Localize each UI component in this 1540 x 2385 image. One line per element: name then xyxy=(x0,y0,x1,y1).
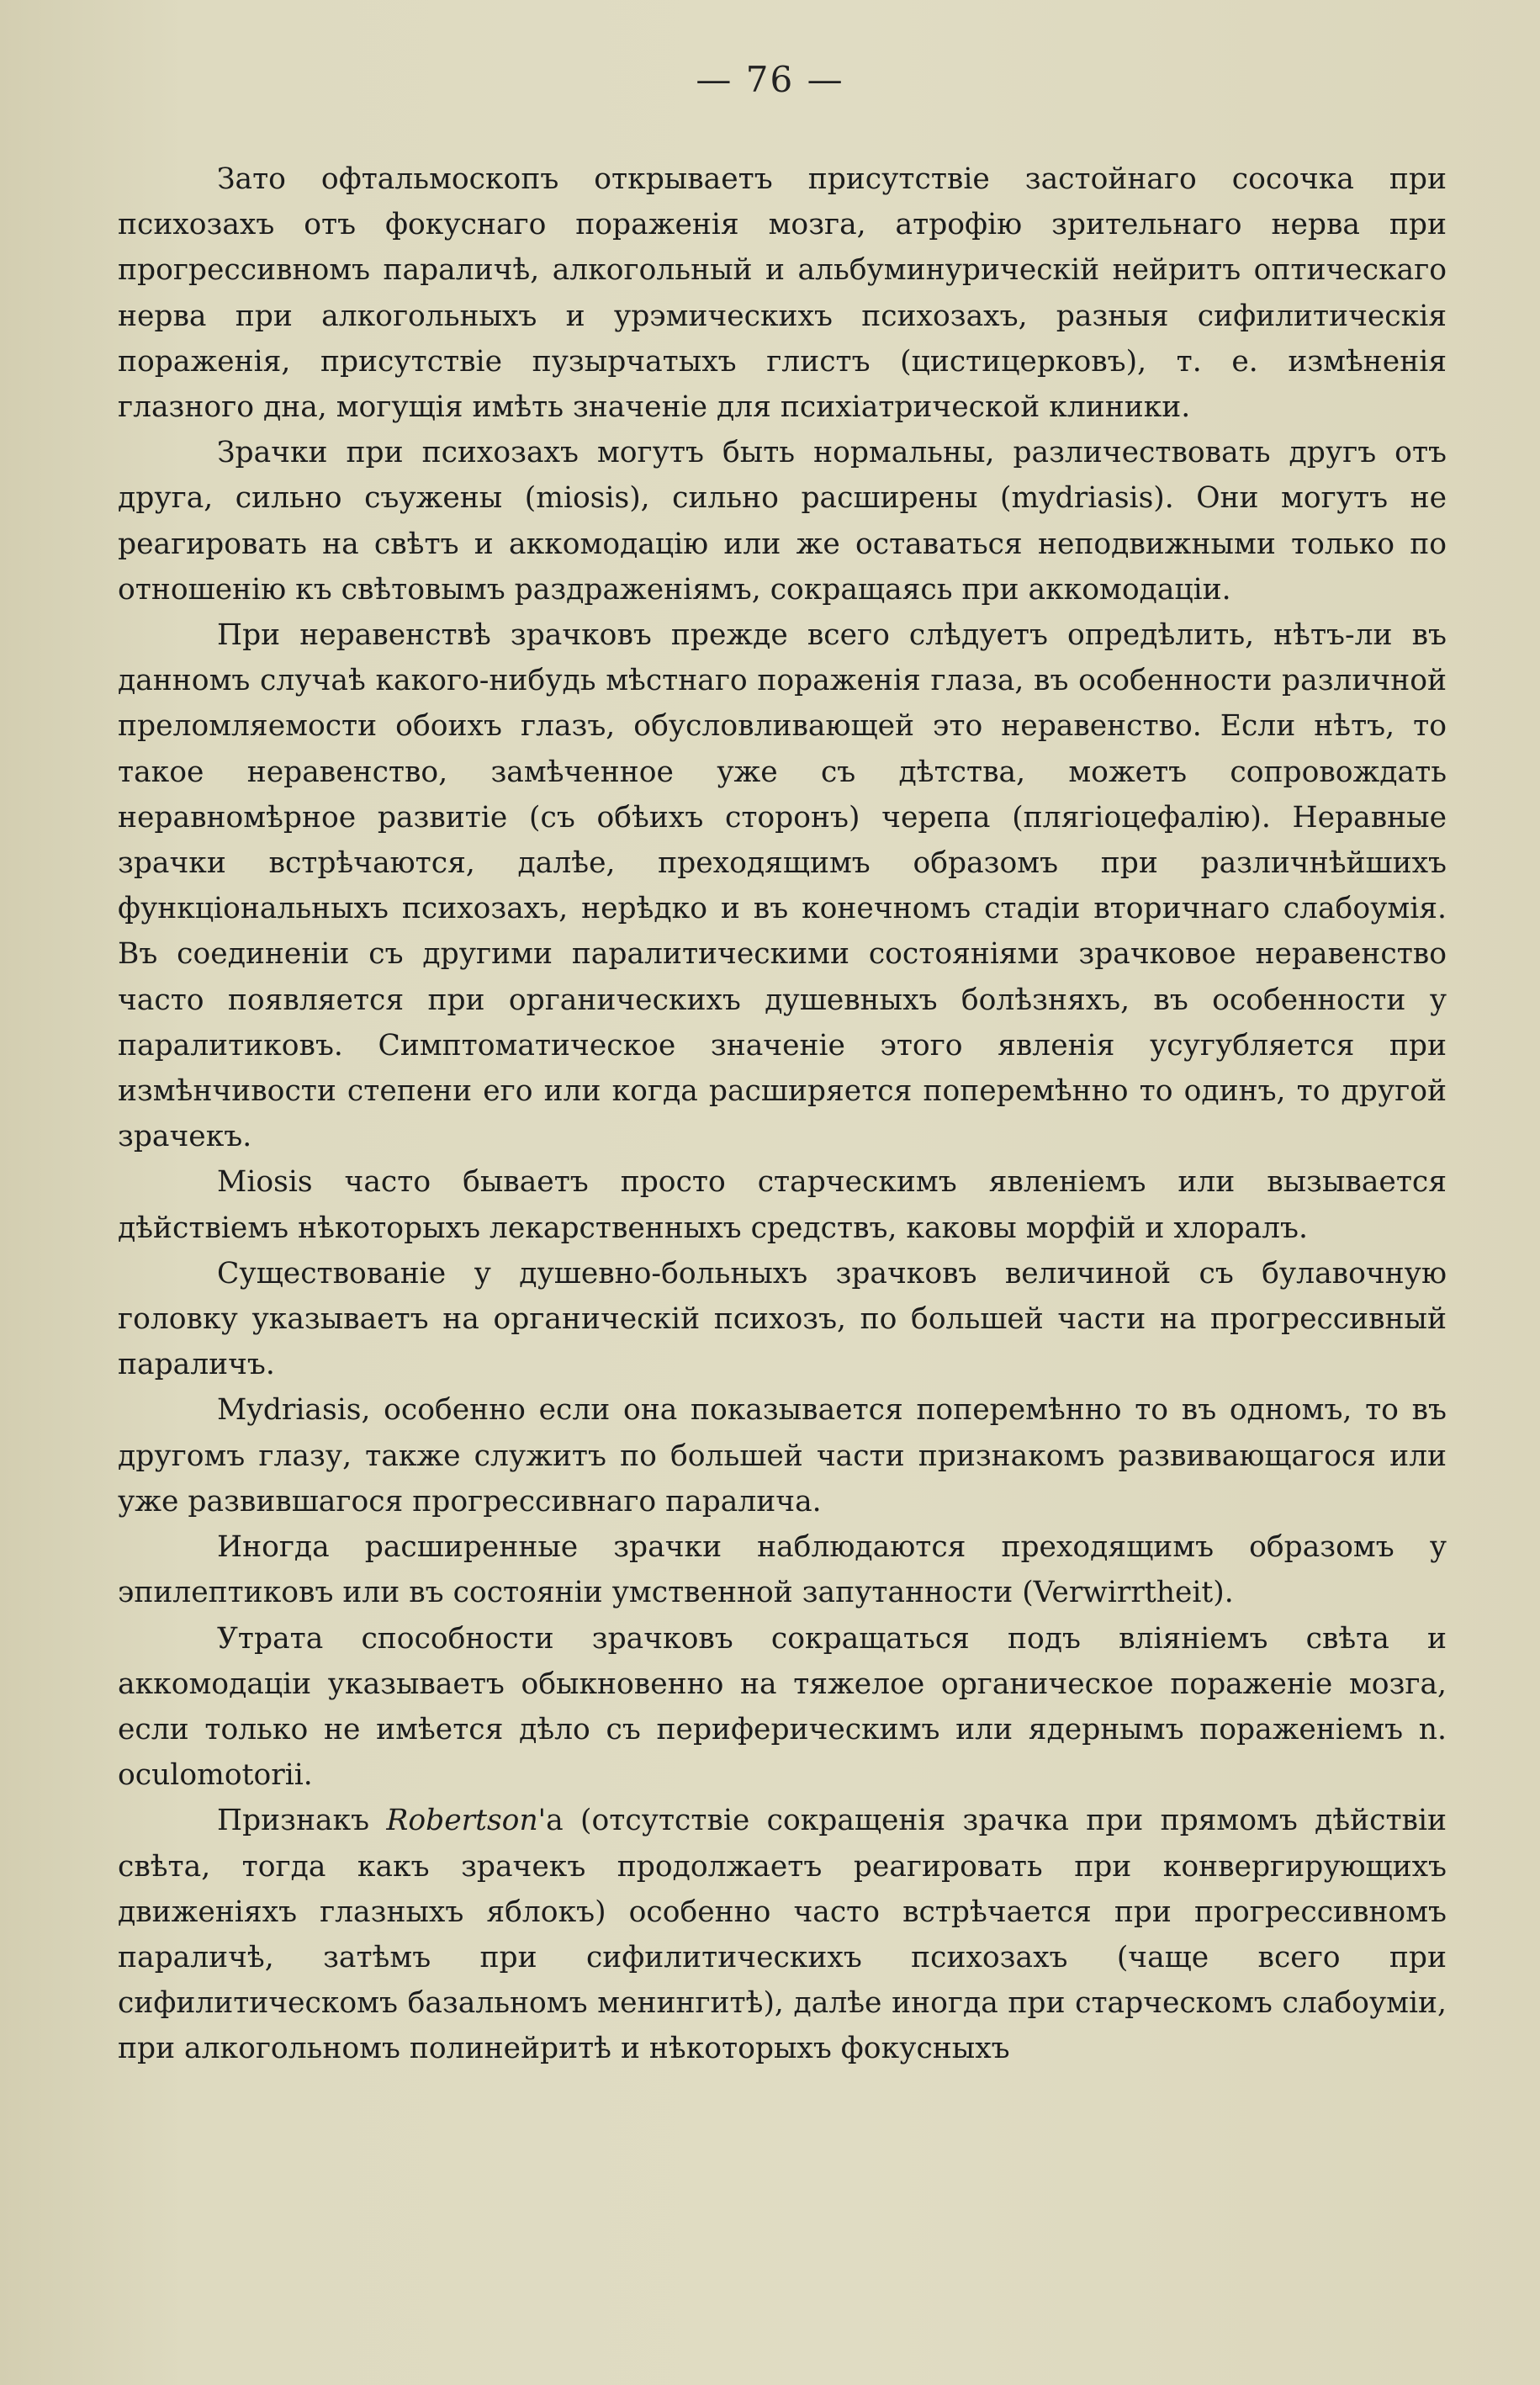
robertson-prefix: Признакъ xyxy=(217,1804,387,1838)
paragraph-dilated-pupils: Иногда расширенные зрачки наблюдаются преходящимъ образомъ у эпилептиковъ или въ состояніи умственной запутанности (Verwirrtheit). xyxy=(118,1530,1447,1610)
page-text xyxy=(118,156,1447,2072)
paragraph-robertson-sign xyxy=(118,1798,1447,2071)
paragraph-loss-of-reaction: Утрата способности зрачковъ сокращаться подъ вліяніемъ свѣта и аккомодаціи указываетъ обыкновенно на тяжелое органическое пораженіе мозга, если только не имѣется дѣло съ периферическимъ или ядернымъ пораженіемъ n. oculomotorii. xyxy=(118,1621,1447,1793)
robertson-name: Robertson' xyxy=(386,1804,547,1838)
paragraph-pinhead-pupils: Существованіе у душевно-больныхъ зрачковъ величиной съ булавочную головку указываетъ на органическій психозъ, по большей части на прогрессивный параличъ. xyxy=(118,1256,1447,1382)
paragraph-mydriasis: Mydriasis, особенно если она показывается поперемѣнно то въ одномъ, то въ другомъ глазу, также служитъ по большей части признакомъ развивающагося или уже развившагося прогрессивнаго паралича. xyxy=(118,1393,1447,1518)
paragraph-miosis: Miosis часто бываетъ просто старческимъ явленіемъ или вызывается дѣйствіемъ нѣкоторыхъ лекарственныхъ средствъ, каковы морфій и хлоралъ. xyxy=(118,1165,1447,1245)
paragraph-pupil-inequality: При неравенствѣ зрачковъ прежде всего слѣдуетъ опредѣлить, нѣтъ-ли въ данномъ случаѣ какого-нибудь мѣстнаго пораженія глаза, въ особенности различной преломляемости обоихъ глазъ, обусловливающей это неравенство. Если нѣтъ, то такое неравенство, замѣченное уже съ дѣтства, можетъ сопровождать неравномѣрное развитіе (съ обѣихъ сторонъ) черепа (плягіоцефалію). Неравные зрачки встрѣчаются, далѣе, преходящимъ образомъ при различнѣйшихъ функціональныхъ психозахъ, нерѣдко и въ конечномъ стадіи вторичнаго слабоумія. Въ соединеніи съ другими паралитическими состояніями зрачковое неравенство часто появляется при органическихъ душевныхъ болѣзняхъ, въ особенности у паралитиковъ. Симптоматическое значеніе этого явленія усугубляется при измѣнчивости степени его или когда расширяется поперемѣнно то одинъ, то другой зрачекъ. xyxy=(118,618,1447,1154)
paragraph-ophthalmoscope: Зато офтальмоскопъ открываетъ присутствіе застойнаго сосочка при психозахъ отъ фокуснаго пораженія мозга, атрофію зрительнаго нерва при прогрессивномъ параличѣ, алкогольный и альбуминурическій нейритъ оптическаго нерва при алкогольныхъ и урэмическихъ психозахъ, разныя сифилитическія пораженія, присутствіе пузырчатыхъ глистъ (цистицерковъ), т. е. измѣненія глазного дна, могущія имѣть значеніе для психіатрической клиники. xyxy=(118,162,1447,425)
robertson-rest: а (отсутствіе сокращенія зрачка при прямомъ дѣйствіи свѣта, тогда какъ зрачекъ продолжаетъ реагировать при конвергирующихъ движеніяхъ глазныхъ яблокъ) особенно часто встрѣчается при прогрессивномъ параличѣ, затѣмъ при сифилитическихъ психозахъ (чаще всего при сифилитическомъ базальномъ менингитѣ), далѣе иногда при старческомъ слабоуміи, при алкогольномъ полинейритѣ и нѣкоторыхъ фокусныхъ xyxy=(118,1804,1447,2066)
paragraph-pupils-in-psychoses: Зрачки при психозахъ могутъ быть нормальны, различествовать другъ отъ друга, сильно съужены (miosis), сильно расширены (mydriasis). Они могутъ не реагировать на свѣтъ и аккомодацію или же оставаться неподвижными только по отношенію къ свѣтовымъ раздраженіямъ, сокращаясь при аккомодаціи. xyxy=(118,436,1447,607)
page-number: — 76 — xyxy=(696,59,844,100)
